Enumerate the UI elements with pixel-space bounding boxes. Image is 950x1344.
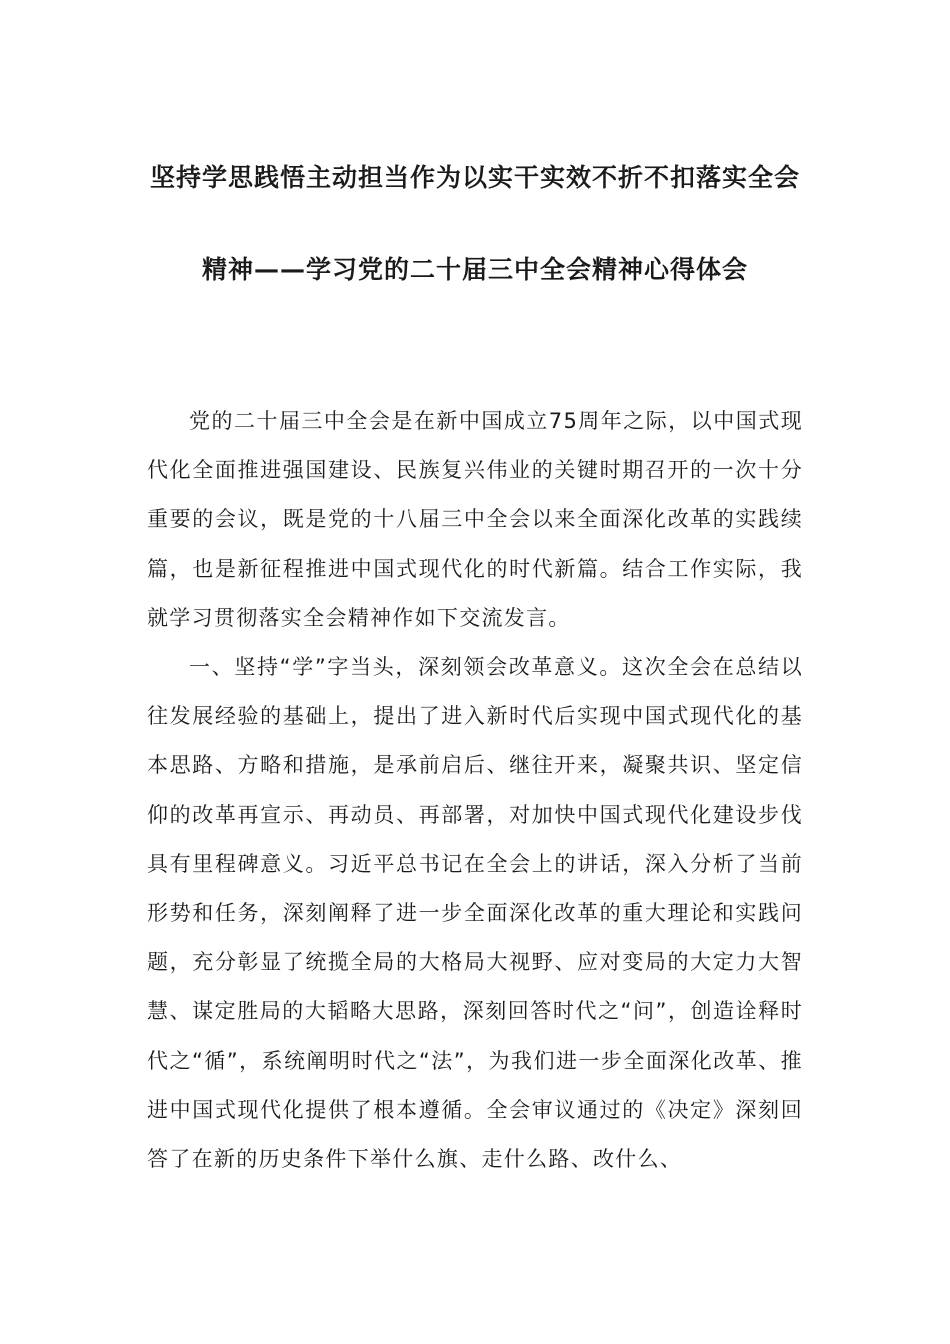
document-body: [147, 397, 803, 1184]
paragraph-intro: 党的二十届三中全会是在新中国成立75周年之际，以中国式现代化全面推进强国建设、民族复兴伟业的关键时期召开的一次十分重要的会议，既是党的十八届三中全会以来全面深化改革的实践续篇，也是新征程推进中国式现代化的时代新篇。结合工作实际，我就学习贯彻落实全会精神作如下交流发言。: [147, 409, 803, 630]
document-title-line-1: 坚持学思践悟主动担当作为以实干实效不折不扣落实全会: [149, 163, 800, 192]
document-title-line-2: 精神——学习党的二十届三中全会精神心得体会: [201, 255, 748, 284]
paragraph-section-one: 一、坚持“学”字当头，深刻领会改革意义。这次全会在总结以往发展经验的基础上，提出了进入新时代后实现中国式现代化的基本思路、方略和措施，是承前启后、继往开来，凝聚共识、坚定信仰的改革再宣示、再动员、再部署，对加快中国式现代化建设步伐具有里程碑意义。习近平总书记在全会上的讲话，深入分析了当前形势和任务，深刻阐释了进一步全面深化改革的重大理论和实践问题，充分彰显了统揽全局的大格局大视野、应对变局的大定力大智慧、谋定胜局的大韬略大思路，深刻回答时代之“问”，创造诠释时代之“循”，系统阐明时代之“法”，为我们进一步全面深化改革、推进中国式现代化提供了根本遵循。全会审议通过的《决定》深刻回答了在新的历史条件下举什么旗、走什么路、改什么、: [147, 655, 803, 1172]
